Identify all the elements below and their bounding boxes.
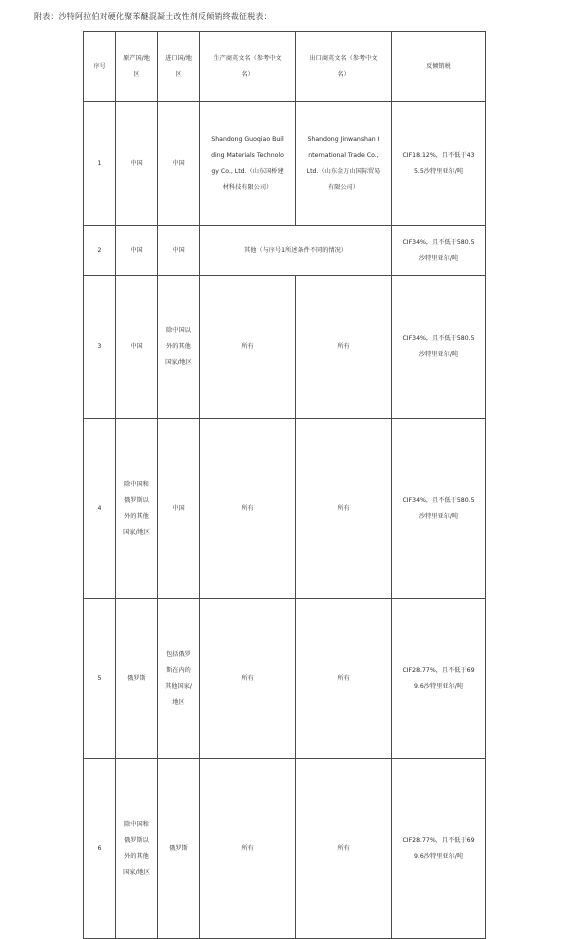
cell-producer: 所有 (200, 599, 296, 759)
cell-duty: CIF34%，且不低于580.5沙特里亚尔/吨 (392, 419, 486, 599)
header-row (84, 32, 486, 102)
cell-other-producer-exporter: 其他（与序号1所述条件不同的情况） (200, 226, 392, 276)
table-row (84, 599, 486, 759)
cell-producer: 所有 (200, 419, 296, 599)
cell-no: 5 (84, 599, 116, 759)
header-duty: 反倾销税 (392, 32, 486, 102)
table-row (84, 759, 486, 939)
table-row (84, 276, 486, 419)
cell-import: 中国 (158, 419, 200, 599)
cell-import: 中国 (158, 226, 200, 276)
cell-import: 包括俄罗斯在内的其他国家/地区 (158, 599, 200, 759)
cell-duty: CIF34%，且不低于580.5沙特里亚尔/吨 (392, 276, 486, 419)
cell-exporter: 所有 (296, 419, 392, 599)
header-import: 进口国/地区 (158, 32, 200, 102)
cell-no: 3 (84, 276, 116, 419)
cell-exporter: 所有 (296, 599, 392, 759)
header-no: 序号 (84, 32, 116, 102)
cell-producer: 所有 (200, 759, 296, 939)
cell-import: 除中国以外的其他国家/地区 (158, 276, 200, 419)
cell-origin: 中国 (116, 102, 158, 226)
cell-no: 1 (84, 102, 116, 226)
cell-import: 中国 (158, 102, 200, 226)
cell-origin: 除中国和俄罗斯以外的其他国家/地区 (116, 419, 158, 599)
cell-duty: CIF28.77%，且不低于699.6沙特里亚尔/吨 (392, 759, 486, 939)
cell-exporter: 所有 (296, 759, 392, 939)
cell-no: 4 (84, 419, 116, 599)
cell-exporter: 所有 (296, 276, 392, 419)
header-origin: 原产国/地区 (116, 32, 158, 102)
header-producer: 生产商英文名（参考中文名） (200, 32, 296, 102)
cell-duty: CIF28.77%，且不低于699.6沙特里亚尔/吨 (392, 599, 486, 759)
cell-duty: CIF18.12%，且不低于435.5沙特里亚尔/吨 (392, 102, 486, 226)
cell-producer: Shandong Guoqiao Building Materials Technology Co., Ltd.（山东国桥建材科技有限公司） (200, 102, 296, 226)
cell-origin: 除中国和俄罗斯以外的其他国家/地区 (116, 759, 158, 939)
table-caption: 附表：沙特阿拉伯对硬化聚苯醚混凝土改性剂反倾销终裁征税表： (34, 12, 272, 21)
header-exporter: 出口商英文名（参考中文名） (296, 32, 392, 102)
cell-import: 俄罗斯 (158, 759, 200, 939)
table-row (84, 419, 486, 599)
anti-dumping-duty-table (83, 31, 486, 939)
table-row (84, 226, 486, 276)
cell-producer: 所有 (200, 276, 296, 419)
table-row (84, 102, 486, 226)
cell-exporter: Shandong Jinwanshan International Trade Co., Ltd.（山东金万山国际贸易有限公司） (296, 102, 392, 226)
cell-origin: 中国 (116, 276, 158, 419)
cell-origin: 中国 (116, 226, 158, 276)
cell-no: 2 (84, 226, 116, 276)
cell-origin: 俄罗斯 (116, 599, 158, 759)
cell-duty: CIF34%，且不低于580.5沙特里亚尔/吨 (392, 226, 486, 276)
cell-no: 6 (84, 759, 116, 939)
